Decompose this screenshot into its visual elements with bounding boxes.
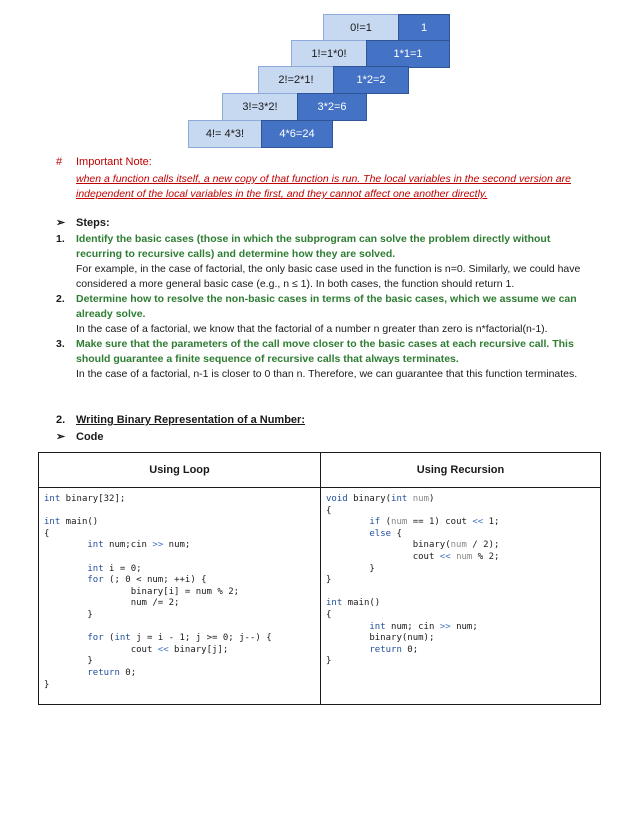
step-plain-text: In the case of a factorial, we know that the factorial of a number n greater than zero is n*factorial(n-1). xyxy=(76,323,548,335)
diagram-result-4: 4*6=24 xyxy=(261,120,333,148)
diagram-call-0: 0!=1 xyxy=(323,14,399,42)
arrow-bullet-icon: ➢ xyxy=(56,217,66,229)
step-item-3 xyxy=(56,337,588,382)
step-plain-text: In the case of a factorial, n-1 is closer to 0 than n. Therefore, we can guarantee that this function terminates. xyxy=(76,368,578,380)
step-number: 3. xyxy=(56,338,65,350)
table-header-row xyxy=(39,453,601,488)
code-heading xyxy=(56,430,104,443)
important-note-heading xyxy=(56,156,152,168)
diagram-call-3: 3!=3*2! xyxy=(222,93,298,121)
diagram-result-1: 1*1=1 xyxy=(366,40,450,68)
loop-code: int binary[32]; int main() { int num;cin >> num; int i = 0; for (; 0 < num; ++i) { binary[i] = num % 2; num /= 2; } for (int j = i - 1; j >= 0; j--) { cout << binary[j]; } return 0; } xyxy=(44,494,272,690)
diagram-result-2: 1*2=2 xyxy=(333,66,409,94)
step-number: 1. xyxy=(56,233,65,245)
step-number: 2. xyxy=(56,293,65,305)
diagram-call-2: 2!=2*1! xyxy=(258,66,334,94)
important-note-title: Important Note: xyxy=(76,156,152,168)
code-comparison-table xyxy=(38,452,601,705)
diagram-result-0: 1 xyxy=(398,14,450,42)
step-bold-text: Make sure that the parameters of the call move closer to the basic cases at each recursive call. This should guarantee a finite sequence of recursive calls that always terminates. xyxy=(76,338,574,365)
section-title: Writing Binary Representation of a Number: xyxy=(76,414,305,426)
step-item-2 xyxy=(56,292,588,337)
section-number: 2. xyxy=(56,414,66,426)
steps-heading-label: Steps: xyxy=(76,217,110,229)
col-header-recursion: Using Recursion xyxy=(321,453,601,488)
code-heading-label: Code xyxy=(76,431,104,443)
step-bold-text: Identify the basic cases (those in which the subprogram can solve the problem directly without recurring to recursive calls) and determine how they are solved. xyxy=(76,233,551,260)
step-item-1 xyxy=(56,232,588,292)
diagram-result-3: 3*2=6 xyxy=(297,93,367,121)
hash-marker-icon: # xyxy=(56,156,63,168)
recursion-code-cell xyxy=(321,488,601,705)
diagram-call-1: 1!=1*0! xyxy=(291,40,367,68)
steps-heading xyxy=(56,216,110,229)
diagram-call-4: 4!= 4*3! xyxy=(188,120,262,148)
col-header-loop: Using Loop xyxy=(39,453,321,488)
recursion-code: void binary(int num) { if (num == 1) cout << 1; else { binary(num / 2); cout << num % 2; } } int main() { int num; cin >> num; binary(num); return 0; } xyxy=(326,494,500,667)
step-bold-text: Determine how to resolve the non-basic cases in terms of the basic cases, which we assume we can already solve. xyxy=(76,293,577,320)
step-plain-text: For example, in the case of factorial, the only basic case used in the function is n=0. Similarly, we could have considered a more general basic case (e.g., n ≤ 1). In both cases, the function should return 1. xyxy=(76,263,581,290)
important-note-body: when a function calls itself, a new copy of that function is run. The local variables in the second version are independent of the local variables in the first, and they cannot affect one another directly. xyxy=(76,173,571,200)
table-code-row xyxy=(39,488,601,705)
section-2-heading xyxy=(56,414,305,426)
loop-code-cell xyxy=(39,488,321,705)
arrow-bullet-icon: ➢ xyxy=(56,431,66,443)
